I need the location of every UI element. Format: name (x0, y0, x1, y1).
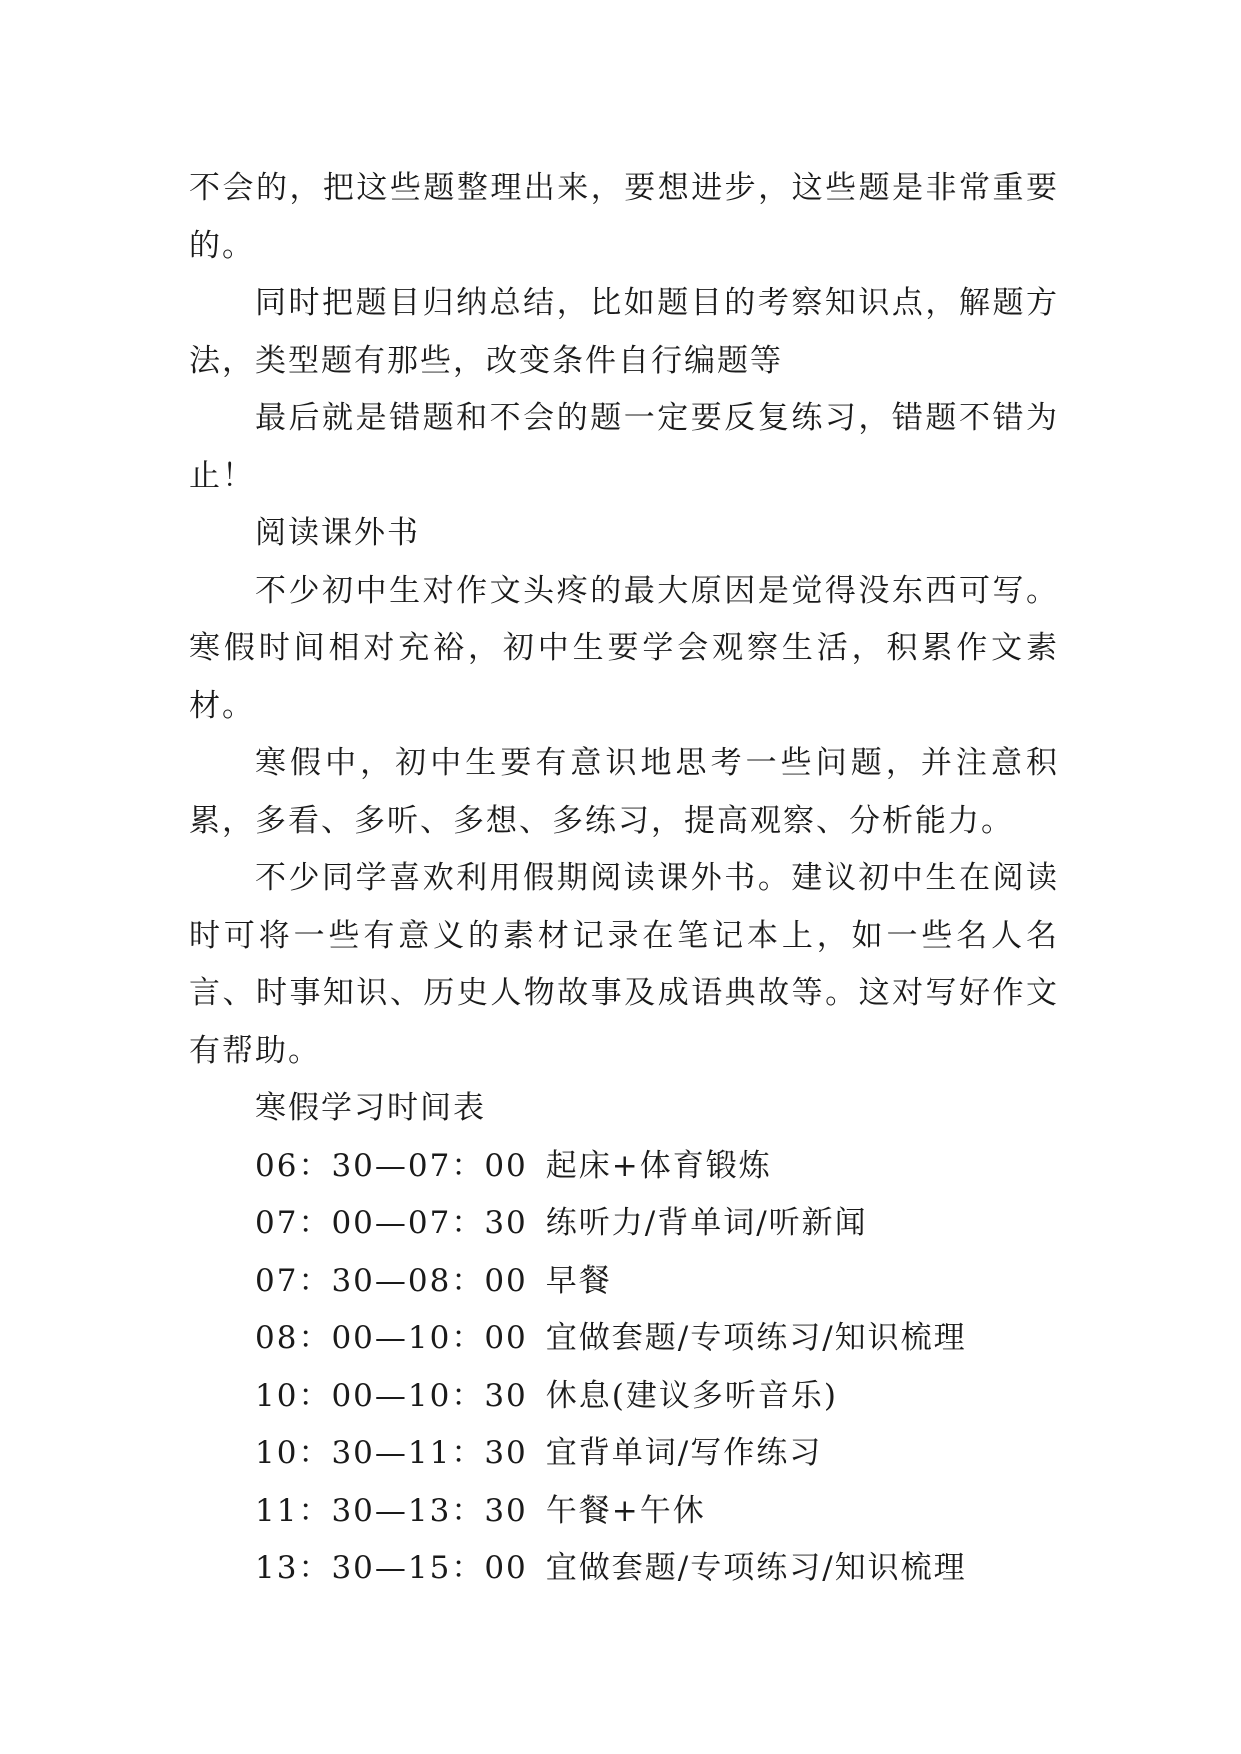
paragraph-reading-notes: 不少同学喜欢利用假期阅读课外书。建议初中生在阅读时可将一些有意义的素材记录在笔记本上，如一些名人名言、时事知识、历史人物故事及成语典故等。这对写好作文有帮助。 (189, 860, 1059, 1069)
schedule-activity: 宜做套题/专项练习/知识梳理 (545, 1550, 967, 1586)
schedule-activity: 宜背单词/写作练习 (545, 1435, 823, 1471)
schedule-row (189, 1195, 1059, 1253)
section-heading-schedule: 寒假学习时间表 (255, 1090, 486, 1126)
schedule-activity: 休息(建议多听音乐) (545, 1377, 838, 1414)
schedule-time: 11：30—13：30 (255, 1492, 528, 1529)
schedule-activity: 早餐 (545, 1262, 612, 1299)
schedule-time: 07：30—08：00 (255, 1262, 528, 1299)
schedule-time: 10：30—11：30 (255, 1435, 528, 1471)
section-heading-reading: 阅读课外书 (255, 515, 420, 551)
schedule-row (189, 1425, 1059, 1483)
schedule-row (189, 1540, 1059, 1598)
schedule-activity: 午餐+午休 (545, 1492, 706, 1529)
schedule-row (189, 1138, 1059, 1196)
schedule-row (189, 1253, 1059, 1311)
schedule-row (189, 1310, 1059, 1368)
schedule-activity: 起床+体育锻炼 (545, 1147, 772, 1184)
paragraph-observation: 寒假中，初中生要有意识地思考一些问题，并注意积累，多看、多听、多想、多练习，提高观察、分析能力。 (189, 745, 1059, 839)
paragraph-summarize: 同时把题目归纳总结，比如题目的考察知识点，解题方法，类型题有那些，改变条件自行编题等 (189, 285, 1059, 379)
schedule-time: 13：30—15：00 (255, 1550, 528, 1586)
schedule-time: 07：00—07：30 (255, 1205, 528, 1241)
document-body (189, 160, 1059, 1598)
schedule-row (189, 1368, 1059, 1426)
schedule-time: 10：00—10：30 (255, 1377, 528, 1414)
schedule-time: 06：30—07：00 (255, 1147, 528, 1184)
paragraph-practice: 最后就是错题和不会的题一定要反复练习，错题不错为止！ (189, 400, 1059, 494)
paragraph-writing-material: 不少初中生对作文头疼的最大原因是觉得没东西可写。寒假时间相对充裕，初中生要学会观察生活，积累作文素材。 (189, 572, 1059, 724)
schedule-activity: 宜做套题/专项练习/知识梳理 (545, 1320, 967, 1356)
schedule-activity: 练听力/背单词/听新闻 (545, 1205, 868, 1241)
schedule-time: 08：00—10：00 (255, 1320, 528, 1356)
paragraph-wrong-questions: 不会的，把这些题整理出来，要想进步，这些题是非常重要的。 (189, 170, 1059, 264)
schedule-row (189, 1483, 1059, 1541)
